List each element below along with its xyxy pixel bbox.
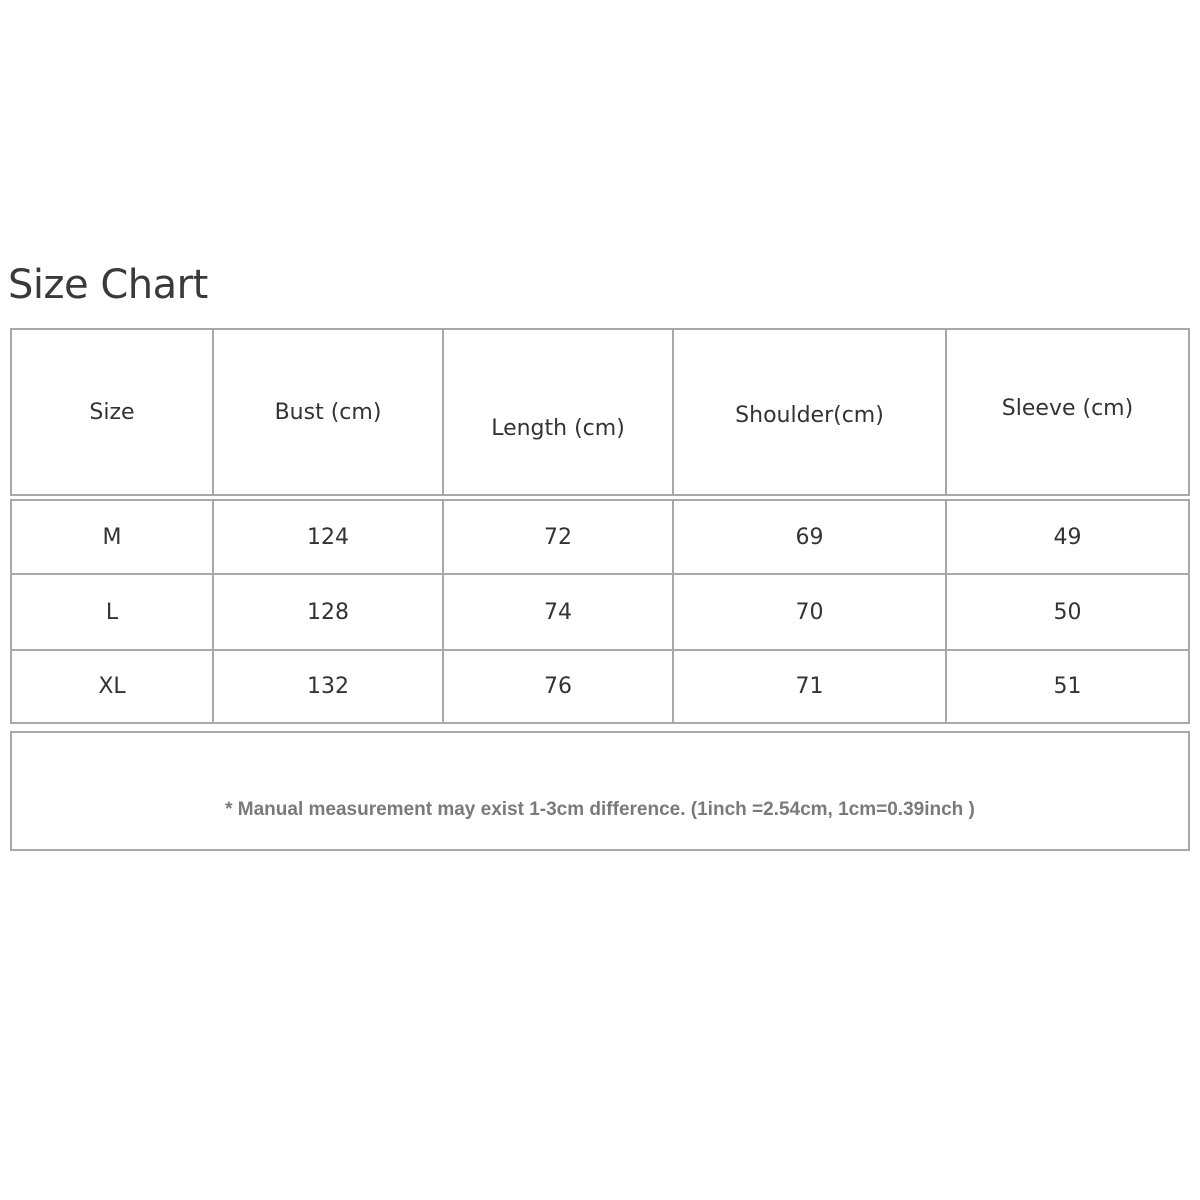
- cell-bust: 124: [212, 499, 444, 575]
- cell-shoulder: 71: [672, 649, 947, 724]
- header-bust: Bust (cm): [212, 328, 444, 496]
- cell-sleeve: 50: [945, 573, 1190, 651]
- cell-bust: 128: [212, 573, 444, 651]
- header-length: Length (cm): [442, 328, 674, 496]
- page-title: Size Chart: [8, 262, 208, 308]
- cell-shoulder: 69: [672, 499, 947, 575]
- cell-size: L: [10, 573, 214, 651]
- measurement-note-box: [10, 731, 1190, 851]
- cell-size: XL: [10, 649, 214, 724]
- measurement-note: * Manual measurement may exist 1-3cm difference. (1inch =2.54cm, 1cm=0.39inch ): [225, 799, 975, 820]
- cell-sleeve: 51: [945, 649, 1190, 724]
- cell-length: 74: [442, 573, 674, 651]
- cell-size: M: [10, 499, 214, 575]
- cell-shoulder: 70: [672, 573, 947, 651]
- cell-bust: 132: [212, 649, 444, 724]
- cell-length: 72: [442, 499, 674, 575]
- header-sleeve: Sleeve (cm): [945, 328, 1190, 496]
- header-size: Size: [10, 328, 214, 496]
- cell-sleeve: 49: [945, 499, 1190, 575]
- header-shoulder: Shoulder(cm): [672, 328, 947, 496]
- cell-length: 76: [442, 649, 674, 724]
